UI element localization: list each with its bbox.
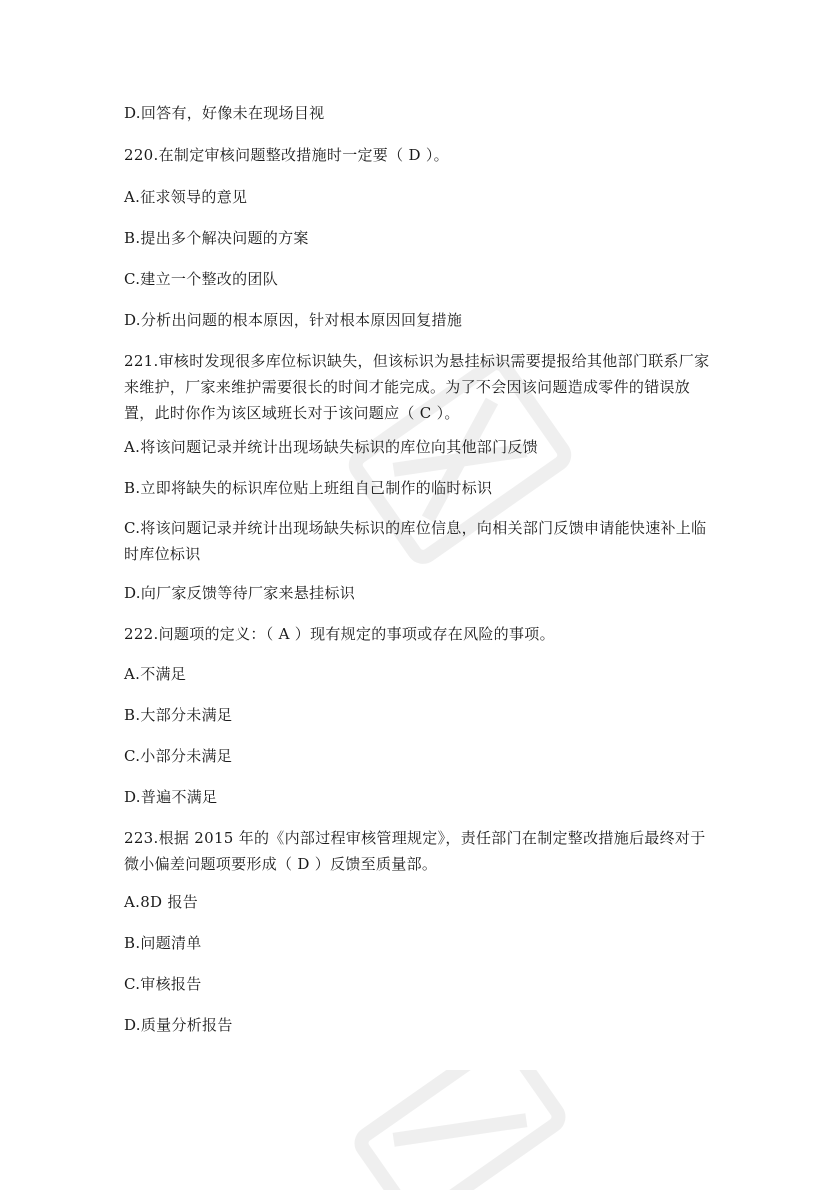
option-b-q222: B.大部分未满足 [124, 706, 233, 724]
question-221: 221.审核时发现很多库位标识缺失，但该标识为悬挂标识需要提报给其他部门联系厂家来维护，厂家来维护需要很长的时间才能完成。为了不会因该问题造成零件的错误放置，此时你作为该区域班长对于该问题应（ C ）。 [124, 352, 710, 422]
option-c-q223: C.审核报告 [124, 975, 202, 993]
watermark-stamp-bottom [330, 1070, 590, 1190]
option-b-q220: B.提出多个解决问题的方案 [124, 229, 309, 247]
option-c-q220: C.建立一个整改的团队 [124, 270, 279, 288]
question-220: 220.在制定审核问题整改措施时一定要（ D ）。 [124, 146, 449, 164]
option-a-q220: A.征求领导的意见 [124, 188, 248, 206]
option-c-q221: C.将该问题记录并统计出现场缺失标识的库位信息，向相关部门反馈申请能快速补上临时库位标识 [124, 519, 707, 563]
question-222: 222.问题项的定义：（ A ）现有规定的事项或存在风险的事项。 [124, 625, 555, 643]
question-223: 223.根据 2015 年的《内部过程审核管理规定》，责任部门在制定整改措施后最终对于微小偏差问题项要形成（ D ）反馈至质量部。 [124, 829, 706, 873]
option-d-q220: D.分析出问题的根本原因，针对根本原因回复措施 [124, 311, 463, 329]
option-c-q222: C.小部分未满足 [124, 747, 233, 765]
option-d-q223: D.质量分析报告 [124, 1016, 233, 1034]
option-b-q221: B.立即将缺失的标识库位贴上班组自己制作的临时标识 [124, 479, 493, 497]
option-b-q223: B.问题清单 [124, 934, 202, 952]
option-a-q222: A.不满足 [124, 665, 187, 683]
option-d-q219: D.回答有，好像未在现场目视 [124, 104, 325, 122]
option-d-q222: D.普遍不满足 [124, 788, 218, 806]
option-a-q221: A.将该问题记录并统计出现场缺失标识的库位向其他部门反馈 [124, 438, 539, 456]
option-a-q223: A.8D 报告 [124, 893, 199, 911]
option-d-q221: D.向厂家反馈等待厂家来悬挂标识 [124, 584, 356, 602]
